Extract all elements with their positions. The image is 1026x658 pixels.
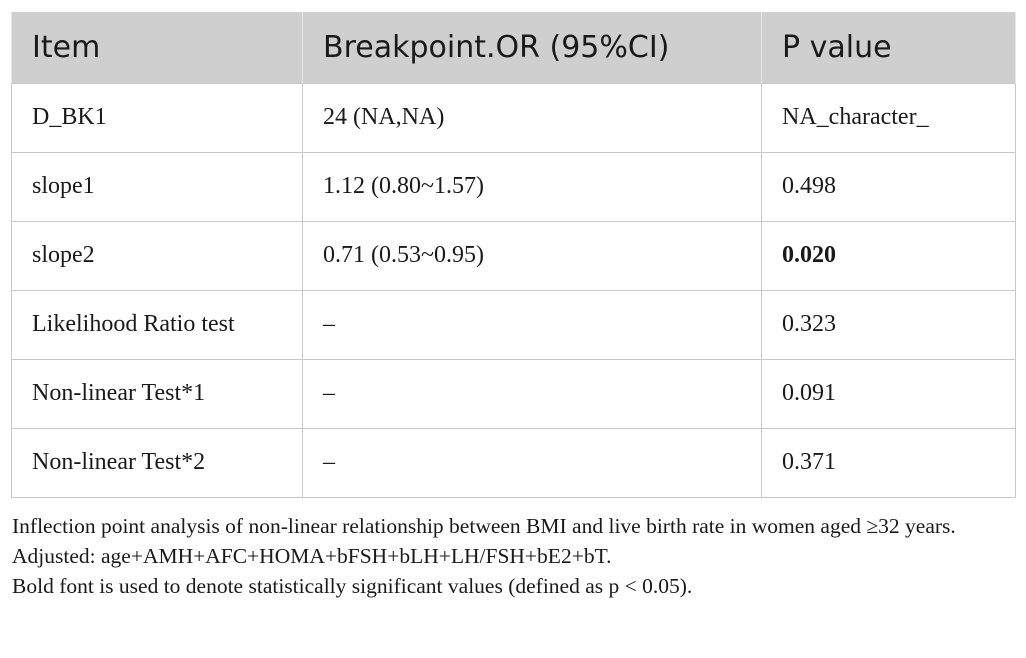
cell-or-ci: – <box>303 359 762 428</box>
cell-p-value: 0.091 <box>762 359 1016 428</box>
cell-or-ci: – <box>303 428 762 497</box>
cell-or-ci: 0.71 (0.53~0.95) <box>303 221 762 290</box>
cell-or-ci: 24 (NA,NA) <box>303 83 762 152</box>
table-row <box>12 221 1016 290</box>
cell-p-value: 0.371 <box>762 428 1016 497</box>
cell-p-value: 0.323 <box>762 290 1016 359</box>
cell-item: slope2 <box>12 221 303 290</box>
footnote-adjusted: Adjusted: age+AMH+AFC+HOMA+bFSH+bLH+LH/FSH+bE2+bT. <box>12 544 612 568</box>
footnote-bold-legend: Bold font is used to denote statistically significant values (defined as p < 0.05). <box>12 574 693 598</box>
table-row <box>12 359 1016 428</box>
cell-p-value-significant: 0.020 <box>762 221 1016 290</box>
cell-or-ci: – <box>303 290 762 359</box>
cell-item: Non-linear Test*2 <box>12 428 303 497</box>
table-header-row <box>12 12 1016 83</box>
results-table <box>11 12 1016 498</box>
cell-item: slope1 <box>12 152 303 221</box>
footnote-caption: Inflection point analysis of non-linear relationship between BMI and live birth rate in women aged ≥32 years. <box>12 514 956 538</box>
cell-p-value: NA_character_ <box>762 83 1016 152</box>
table-row <box>12 428 1016 497</box>
column-header-item: Item <box>12 12 303 83</box>
table-row <box>12 83 1016 152</box>
column-header-or-ci: Breakpoint.OR (95%CI) <box>303 12 762 83</box>
column-header-p-value: P value <box>762 12 1016 83</box>
cell-item: D_BK1 <box>12 83 303 152</box>
table-row <box>12 152 1016 221</box>
table-row <box>12 290 1016 359</box>
cell-p-value: 0.498 <box>762 152 1016 221</box>
cell-item: Non-linear Test*1 <box>12 359 303 428</box>
table-footnotes <box>12 511 1022 601</box>
cell-item: Likelihood Ratio test <box>12 290 303 359</box>
cell-or-ci: 1.12 (0.80~1.57) <box>303 152 762 221</box>
